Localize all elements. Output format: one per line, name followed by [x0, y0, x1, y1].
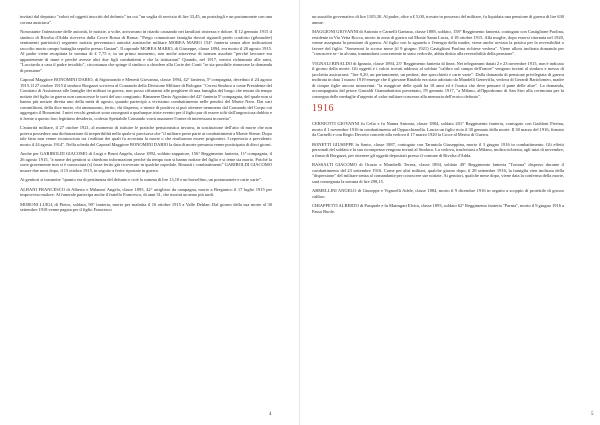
paragraph: MAGGIONI GIOVANNI di Antonio e Carnelli Gaetana, classe 1888, soldato, 158° Reggimento fanteria, coniugato con Castiglione Paolina, residente in Via Vetta Rocca, morto in zona di guerra sul Monte Santa Lucia, il 18 ottobre 1915. Alla moglie, dopo essersi ritornata nel 1920, venne assegnata la pensione di guerra. Al figlio con lo sguardo e l'energia della madre, viene anche avviata la pratica per la reversibilità o favore del figlio. "Someroni lo scorso mese (il 9 giugno 1921) Castiglioni Paolina richiese vedova". Viene allora inoltrata domanda per "conoscere se - in alcuna, tramandarsi concernente in stato vedovile, abbia diritto alla reversibilità della pensione".	[312, 29, 564, 56]
paragraph: CERNIOTTI GIOVANNI fu Celio e fu Nanna Antonia, classe 1884, soldato 201° Reggimento fanteria, coniugato con Gaddoni Pierina, morto il 1 novembre 1916 in combattimento ad Oppacchiasella. Lascia un figlio ricio il 30 gennaio della morte. Il 30 marzo del 1916, firmato da Carnelli e con Regio Decreto concede alla vedova il 17 marzo 1920 la Croce al Merito di Guerra.	[312, 121, 564, 137]
paragraph: VIGNALI RINALDO di Ignazio, classe 1894, 23° Reggimento fanteria di linea. Nei telegrammi datati 2 e 23 novembre 1915, non è indicato il giorno della morte. Gli oggetti e i valori trovati addosso al soldato "calibro sul campo dell'onore" vengono inviati al sindaco e messo di jacchetta assicurarsi: "lire 9,20, un portamonete, un pettine, due specchietti e carte varie". Dalla domanda di pensione privilegiata di guerra inoltrata in data 1 marzo 1919 emerge che il giovane Rinaldo era stato adottato da Mandelli Geneviffa, vedova di Gerardi Bartolomeo, madre di cinque figlie ancora minorenni: "la maggiore delle quali ha 18 anni ed è l'unica che deve pensare il pane delle altre". La domanda, accompagnata dal priore Gastaldi Giannabattista presentato, l'8 gennaio 1917, "a Milano, all'Ippodromo di San Siro alla cerimonia per la consegna delle medaglie d'argento al valor militare concesse alla memoria dell'eroico defunto".	[312, 60, 564, 99]
paragraph: CHIAPPETTI ALBERTO di Pasquale e fu Maimgart Elvira, classe 1893, soldato 62° Reggimento fanteria "Parma", morto il 9 giugno 1916 a Passo Buole.	[312, 203, 564, 214]
right-page	[312, 14, 564, 412]
paragraph: ARMELLINI ANGELO di Giuseppe e Vignoelli Adele, classe 1884, morto il 9 dicembre 1916 in seguito a scoppio di proiettile di grosso calibro.	[312, 188, 564, 199]
paragraph: Nonostante l'attenzione delle autorità, le notizie, a volte, arrivavano in ritardo causando nei familiari tristezza e dolore. Il 12 gennaio 1915 il sindaco di Rivolta d'Adda riceveva dalla Croce Rossa di Roma: "Prego comunicare famiglia dovuti riguardi perdo conforto (gibraudee) sentimenti patriottici) seguente notizia pervenutaci autorità austriache militare MOREA MARIO 154° fanteria senza altre indicazioni raccolto morto campo battaglia sepolto presso Gastan". Il caporale MOREA MARIO, di Giuseppe, classe 1894, era morto il 20 agosto 1915. Al padre viene recapitata la somma di £ 7,75 e, in un primo momento, non anche attraverso di nonsen assolate "perché lavorare era appartenente di imne e perché avesse altri due figli combattenti e che la istituzioni" Quando, nel 1917, veniva richiamato alle armi, "Lucciardo a casa il padre invalido", circostanza che spinge il sindaco a chiedere alla Corte dei Conti "se sia possibile rinnovare la domanda di pensione".	[20, 29, 272, 73]
paragraph: Ai genitori si trasmette "quanto era di pertinenza del defunto e cioè la somma di lire 13,10 e un borsellino, un portamonete e carte varie".	[20, 177, 262, 182]
page-number-left: 4	[269, 412, 272, 417]
paragraph: ALBANI FRANCESCO di Alberto e Milanesi Angela, classe 1895, 42° artigliero da campagna, morto a Breganico il 17 luglio 1915 per improvviso malore. Al funerale partecipa anche il fratello Francesco, di anni 31, che morirà un anno più tardi.	[20, 186, 272, 197]
page-number-right: 5	[591, 412, 594, 417]
left-page	[20, 14, 272, 412]
paragraph: Anche per GARIBOLDI GIACOMO di Luigi e Bruni Angela, classe 1892, soldato zappatore, 156° Reggimento fanteria, 11ª compagnia, il 26 agosto 1915, "a nome dei genitori si chiedono informazioni perché da tempo non si hanno notizie del figlio e si teme sia morto. Poiché la sorte gravemente non si è conosciuta (s) fosse ferito già ricoverato in qualche ospedale. Rimasti i combattimenti" GARIBOLDI GIACOMO muore due mesi dopo, il 15 ottobre 1915, in seguito a ferite riportate in guerra.	[20, 151, 272, 173]
paragraph: Caporal Maggiore BONOMINI DARIO, di Sigismondo e Menetti Giovanna, classe 1894, 42° fanteria, 5ª compagnia, deceduto il 24 agosto 1915. Il 27 ottobre 1915 il sindaco Borgazzi scriveva al Comando della Divisione Militare di Bologna: "Ceresi Sindaco a come Presidente del Comitato di Assistenza alle famiglie dei militari in guerra, non posso rifiutarmi alle preghiere di una famiglia del luogo che tenuto da tempo notizie del figlio in guerra non conoscesse le sorti del suo congiunto. Rimanere Dario Agostino del 42° fanteria 5ª compagnia, del quale non si hanno più notizie diretta uno della metà di agosto, quando partecipò a vivissimo combattimento nelle pendici del Monte Nero. Dai vari commilitoni, della dice morte, chi ammazzato, ferito, chi disperso, e niente di positivo si può ottenere nemmeno dal Comando del Corpo cui aggregato il Bonomini. I miei vecchi genitori sono rassegnati a qualunque triste evento per il figlio pur di essere tolti dall'angosciosa dubbio e ti frente a questo loro legittimo desiderio, codesto Spettabile Comando vorrà assumere l'onere di interessarsi in merito".	[20, 77, 272, 121]
paragraph: BONETTI GIUSEPPE fu Santo, classe 1887, coniugato con Tarantola Giuseppina, morto il 3 giugno 1916 in combattimento. Gli effetti personali del soldato e la sua ricompensa vengono inviati al Sindaco. La vedova, trasferitasi a Milano, inoltra richiesta, agli inizi di novembre, a firma di Borgazzi, per ottenere gli oggetti depositati presso il comune di Rivolta d'Adda.	[312, 141, 564, 158]
page-gutter	[299, 0, 300, 425]
paragraph: L'autorità militare, il 27 ottobre 1921, al momento di istituire le pratiche pensionistica inviava, in sostituzione dell'atto di morte che non poteva possedere una dichiarazione di irreperibilità nella quale si precisava che "il militare prese parte ai combattimenti a Monte Sleme. Dopo tale fatto non venne riconosciuto tra i militari dei quali fu accertata la morte o che risultarono essere prigionieri. I repertorio a prevalenti: morto il 24 agosto 1914". Nella scheda del Caporal Maggiore BONOMINI DARIO la data di morte presunta venne posticipata di dieci giorni.	[20, 125, 272, 147]
paragraph: invitati dal deputato "valori ed oggetti inscritti del defunto" tra cui "un vaglia di servizio di lire 33,45, un portafogli e un portamonete con una corona austriaca".	[20, 14, 272, 25]
paragraph: MORONI LUIGI, di Pietro, soldato, 90° fanteria, morto per malattia il 16 ottobre 1915 a Valle Dehlan. Dal giorno della sua morte al 30 settembre 1918 venne pagata per il figlio Francesco	[20, 201, 272, 212]
year-heading: 1916	[312, 103, 334, 114]
paragraph: un sussidio governativo di lire 1105,30. Al padre, oltre a £ 5,00, trovate in possesso del militare, fu liquidata una pensione di guerra di lire 630 annue.	[312, 14, 564, 25]
paragraph: BASSALTI GIACOMO di Orazio e Mombelli Teresa, classe 1894, soldato 49° Reggimento fanteria "Tortona" disperso durante il combattimento del 23 settembre 1916. Come per altri militari, qualche giorno dopo, il 28 settembre 1916, la famiglia vien inoltrata della "dispersione" del militare senza al comandante per conoscere sue notizie. Ai genitori, qualche mese dopo, viene data la conferma della morte, sarà consegnata la somma di lire 298,15.	[312, 162, 564, 184]
